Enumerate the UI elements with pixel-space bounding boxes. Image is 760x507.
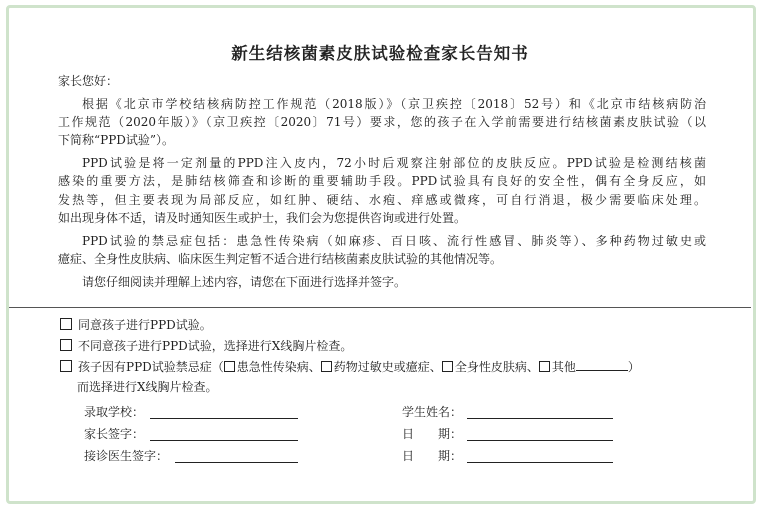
option-disagree-label: 不同意孩子进行PPD试验，选择进行X线胸片检查。 — [78, 339, 353, 353]
contra-suffix: ） — [627, 360, 640, 374]
school-input-line[interactable] — [150, 417, 298, 419]
option-agree[interactable] — [60, 316, 212, 334]
doctor-sign-input-line[interactable] — [175, 461, 298, 463]
contra-item-2: 药物过敏史或癔症、 — [333, 360, 442, 374]
paragraph-line-2: 工作规范（2020年版）》（京卫疾控〔2020〕71号）要求，您的孩子在入学前需要进行结核菌素皮肤试验（以 — [58, 115, 706, 129]
paragraph-line-3: 下简称“PPD试验”）。 — [58, 133, 175, 147]
checkbox-other[interactable] — [539, 361, 550, 372]
date-input-line-1[interactable] — [467, 439, 613, 441]
paragraph-line-1: 根据《北京市学校结核病防控工作规范（2018版）》（京卫疾控〔2018〕52号）和《北京市结核病防治 — [82, 97, 706, 111]
paragraph-line-5: 感染的重要方法，是肺结核筛查和诊断的重要辅助手段。PPD试验具有良好的安全性，偶有全身反应，如 — [58, 174, 706, 188]
section-divider — [9, 307, 751, 308]
other-blank-field[interactable] — [576, 358, 628, 371]
option-disagree[interactable] — [60, 337, 352, 355]
student-name-label: 学生姓名： — [402, 405, 463, 419]
paragraph-line-6: 发热等，但主要表现为局部反应，如红肿、硬结、水疱、痒感或微疼，可自行消退，极少需要临床处理。 — [58, 193, 706, 207]
salutation: 家长您好： — [58, 74, 119, 88]
paragraph-line-7: 如出现身体不适，请及时通知医生或护士，我们会为您提供咨询或进行处置。 — [58, 211, 467, 225]
contra-item-1: 患急性传染病、 — [236, 360, 321, 374]
parent-sign-input-line[interactable] — [150, 439, 298, 441]
checkbox-skin-disease[interactable] — [442, 361, 453, 372]
option-contraindication[interactable] — [60, 358, 640, 376]
parent-sign-label: 家长签字： — [84, 427, 145, 441]
checkbox-acute-infection[interactable] — [224, 361, 235, 372]
contra-line-2: 而选择进行X线胸片检查。 — [77, 380, 218, 394]
checkbox-contraindication[interactable] — [60, 360, 72, 372]
doctor-sign-label: 接诊医生签字： — [84, 449, 169, 463]
paragraph-line-9: 癔症、全身性皮肤病、临床医生判定暂不适合进行结核菌素皮肤试验的其他情况等。 — [58, 252, 503, 266]
student-name-input-line[interactable] — [467, 417, 613, 419]
date-label-2: 日 期： — [402, 449, 463, 463]
option-agree-label: 同意孩子进行PPD试验。 — [78, 318, 212, 332]
paragraph-line-8: PPD试验的禁忌症包括：患急性传染病（如麻疹、百日咳、流行性感冒、肺炎等）、多种药物过敏史或 — [82, 234, 706, 248]
checkbox-disagree[interactable] — [60, 339, 72, 351]
contra-prefix: 孩子因有PPD试验禁忌症（ — [78, 360, 224, 374]
paragraph-line-4: PPD试验是将一定剂量的PPD注入皮内，72小时后观察注射部位的皮肤反应。PPD试验是检测结核菌 — [82, 156, 706, 170]
date-input-line-2[interactable] — [467, 461, 613, 463]
paragraph-line-10: 请您仔细阅读并理解上述内容，请您在下面进行选择并签字。 — [82, 275, 407, 289]
date-label-1: 日 期： — [402, 427, 463, 441]
checkbox-agree[interactable] — [60, 318, 72, 330]
checkbox-drug-allergy[interactable] — [321, 361, 332, 372]
school-label: 录取学校： — [84, 405, 145, 419]
contra-item-3: 全身性皮肤病、 — [454, 360, 539, 374]
document-title: 新生结核菌素皮肤试验检查家长告知书 — [231, 44, 529, 63]
contra-item-4: 其他 — [551, 360, 576, 374]
